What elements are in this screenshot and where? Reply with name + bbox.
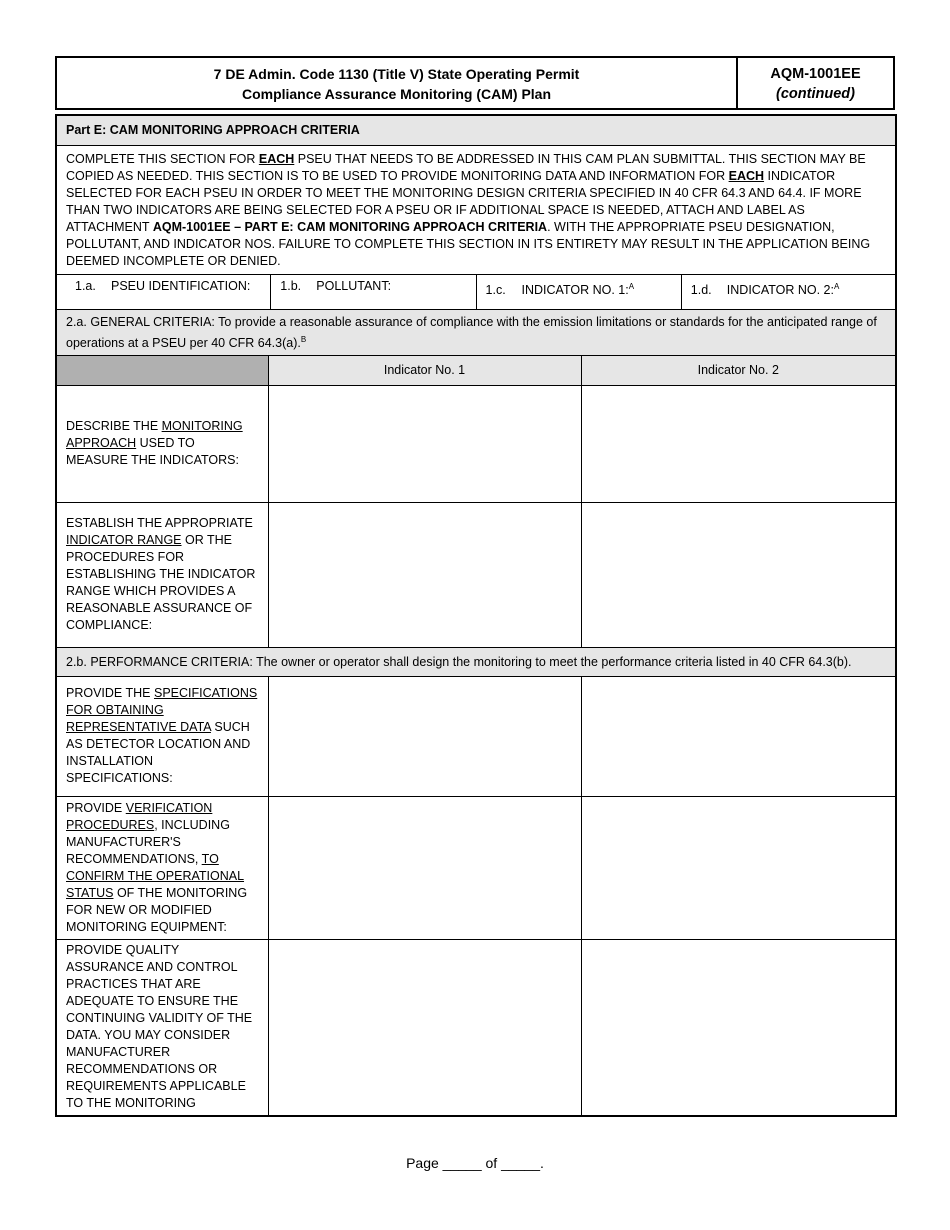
indicator-1-field[interactable]: 1.c. INDICATOR NO. 1:$^A$ (477, 275, 682, 309)
representative-data-ind2-cell[interactable] (581, 676, 896, 796)
indicator-2-field[interactable]: 1.d. INDICATOR NO. 2:$^A$ (690, 281, 840, 297)
verification-procedures-ind1-cell[interactable] (268, 796, 581, 939)
part-e-title: Part E: CAM MONITORING APPROACH CRITERIA (56, 115, 896, 145)
quality-assurance-ind2-cell[interactable] (581, 939, 896, 1116)
form-title (57, 58, 738, 108)
indicator-range-label: ESTABLISH THE APPROPRIATE INDICATOR RANGE OR THE PROCEDURES FOR ESTABLISHING THE INDICATOR RANGE WHICH PROVIDES A REASONABLE ASSURANCE OF COMPLIANCE: (56, 502, 268, 647)
pseu-identification-field[interactable]: 1.a. PSEU IDENTIFICATION: (66, 275, 271, 309)
verification-procedures-label: PROVIDE VERIFICATION PROCEDURES, INCLUDING MANUFACTURER'S RECOMMENDATIONS, TO CONFIRM THE OPERATIONAL STATUS OF THE MONITORING FOR NEW OR MODIFIED MONITORING EQUIPMENT: (56, 796, 268, 939)
quality-assurance-label: PROVIDE QUALITY ASSURANCE AND CONTROL PRACTICES THAT ARE ADEQUATE TO ENSURE THE CONTINUING VALIDITY OF THE DATA. YOU MAY CONSIDER MANUFACTURER RECOMMENDATIONS OR REQUIREMENTS APPLICABLE TO THE MONITORING (56, 939, 268, 1116)
title-line-2: Compliance Assurance Monitoring (CAM) Plan (241, 86, 552, 102)
form-number: AQM-1001EE (770, 66, 861, 82)
performance-criteria-heading: 2.b. PERFORMANCE CRITERIA: The owner or operator shall design the monitoring to meet the performance criteria listed in 40 CFR 64.3(b). (56, 647, 896, 676)
form-continued: (continued) (776, 86, 855, 102)
representative-data-label: PROVIDE THE SPECIFICATIONS FOR OBTAINING REPRESENTATIVE DATA SUCH AS DETECTOR LOCATION AND INSTALLATION SPECIFICATIONS: (56, 676, 268, 796)
page-number: Page _____ of _____. (406, 1155, 544, 1171)
indicator-range-ind1-cell[interactable] (268, 502, 581, 647)
indicator-2-column-header: Indicator No. 2 (581, 355, 896, 385)
pollutant-field[interactable]: 1.b. POLLUTANT: (271, 275, 476, 309)
monitoring-approach-ind2-cell[interactable] (581, 385, 896, 502)
representative-data-ind1-cell[interactable] (268, 676, 581, 796)
form-header (55, 56, 895, 110)
identification-row (56, 274, 896, 309)
title-line-1: 7 DE Admin. Code 1130 (Title V) State Operating Permit (213, 66, 580, 82)
form-number-box (738, 58, 893, 108)
form-page (55, 56, 895, 1117)
monitoring-approach-ind1-cell[interactable] (268, 385, 581, 502)
blank-header-cell (56, 355, 268, 385)
monitoring-approach-label: DESCRIBE THE MONITORING APPROACH USED TO MEASURE THE INDICATORS: (56, 385, 268, 502)
verification-procedures-ind2-cell[interactable] (581, 796, 896, 939)
quality-assurance-ind1-cell[interactable] (268, 939, 581, 1116)
part-e-instructions: COMPLETE THIS SECTION FOR EACH PSEU THAT NEEDS TO BE ADDRESSED IN THIS CAM PLAN SUBMITTAL. THIS SECTION MAY BE COPIED AS NEEDED. THIS SECTION IS TO BE USED TO PROVIDE MONITORING DATA AND INFORMATION FOR EACH INDICATOR SELECTED FOR EACH PSEU IN ORDER TO MEET THE MONITORING DESIGN CRITERIA SPECIFIED IN 40 CFR 64.3 AND 64.4. IF MORE THAN TWO INDICATORS ARE BEING SELECTED FOR A PSEU OR IF ADDITIONAL SPACE IS NEEDED, ATTACH AND LABEL AS ATTACHMENT AQM-1001EE – PART E: CAM MONITORING APPROACH CRITERIA. WITH THE APPROPRIATE PSEU DESIGNATION, POLLUTANT, AND INDICATOR NOS. FAILURE TO COMPLETE THIS SECTION IN ITS ENTIRETY MAY RESULT IN THE APPLICATION BEING DEEMED INCOMPLETE OR DENIED. (56, 145, 896, 274)
indicator-1-column-header: Indicator No. 1 (268, 355, 581, 385)
cam-criteria-table (55, 114, 897, 1117)
indicator-range-ind2-cell[interactable] (581, 502, 896, 647)
general-criteria-heading: 2.a. GENERAL CRITERIA: To provide a reasonable assurance of compliance with the emission limitations or standards for the anticipated range of operations at a PSEU per 40 CFR 64.3(a).$^B$ (56, 309, 896, 355)
